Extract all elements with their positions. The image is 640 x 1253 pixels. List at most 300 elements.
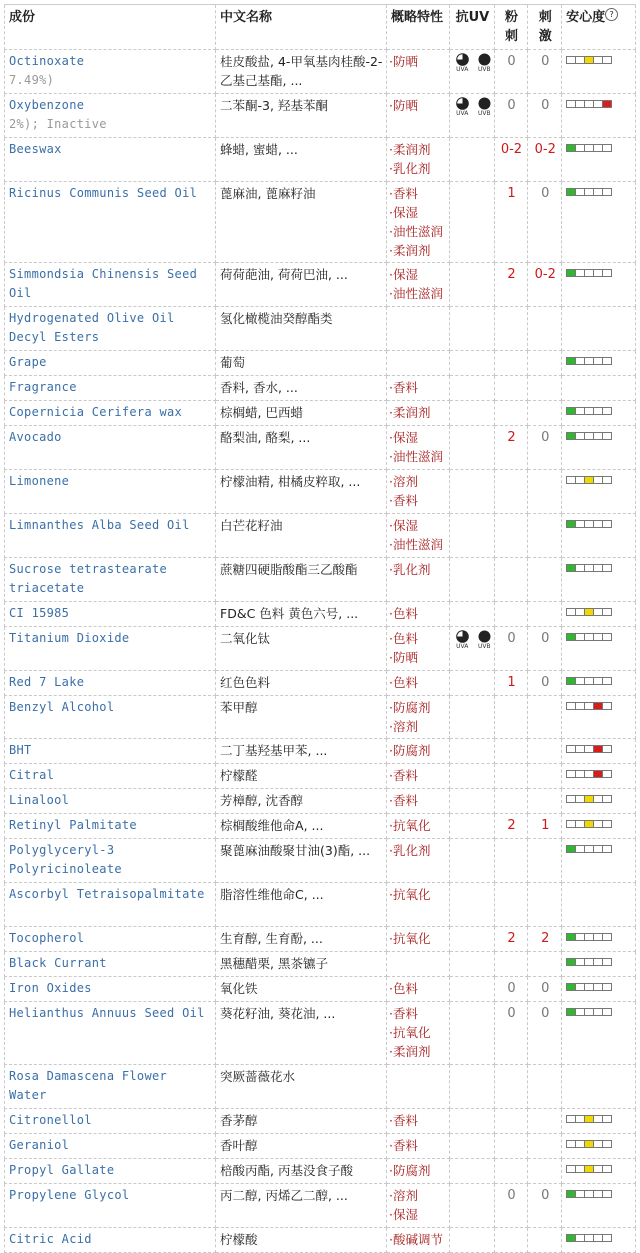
function-cell	[386, 1065, 449, 1109]
gauge-segment	[603, 634, 611, 640]
gauge-segment	[585, 101, 594, 107]
gauge-segment	[603, 1235, 611, 1241]
safety-cell	[562, 839, 636, 883]
function-tag: ·色料	[388, 606, 418, 621]
function-cell	[386, 1184, 449, 1228]
acne-cell	[494, 1159, 528, 1184]
ingredient-link[interactable]: Tocopherol	[9, 931, 85, 945]
table-row	[5, 1228, 636, 1253]
uvb-label: UVB	[477, 66, 491, 73]
ingredient-name-cell	[5, 263, 216, 307]
ingredient-link[interactable]: Sucrose tetrastearate triacetate	[9, 562, 168, 595]
gauge-segment	[576, 609, 585, 615]
gauge-segment	[594, 101, 603, 107]
chinese-name-cell: 柠檬醛	[216, 764, 387, 789]
gauge-segment	[585, 609, 594, 615]
safety-gauge	[566, 820, 612, 828]
gauge-segment	[603, 678, 611, 684]
safety-cell	[562, 1134, 636, 1159]
uvb-icon	[475, 630, 493, 650]
gauge-segment	[603, 1141, 611, 1147]
ingredient-link[interactable]: Linalool	[9, 793, 70, 807]
irritant-cell: 0	[528, 1002, 562, 1065]
uv-cell	[450, 1002, 494, 1065]
uvb-label: UVB	[477, 643, 491, 650]
gauge-segment	[594, 959, 603, 965]
function-tag: ·防晒	[388, 98, 418, 113]
irritant-cell: 0	[528, 977, 562, 1002]
table-row	[5, 952, 636, 977]
gauge-segment	[603, 771, 611, 777]
irritant-cell	[528, 952, 562, 977]
function-tag: ·香料	[388, 793, 418, 808]
safety-cell	[562, 94, 636, 138]
gauge-segment	[567, 678, 576, 684]
ingredient-link[interactable]: Ricinus Communis Seed Oil	[9, 186, 198, 200]
function-cell	[386, 50, 449, 94]
uva-label: UVA	[456, 66, 469, 73]
table-row	[5, 470, 636, 514]
function-tag: ·柔润剂	[388, 243, 431, 258]
gauge-segment	[576, 477, 585, 483]
irritant-cell	[528, 470, 562, 514]
acne-cell: 2	[494, 814, 528, 839]
gauge-segment	[576, 984, 585, 990]
gauge-segment	[576, 1141, 585, 1147]
table-row	[5, 351, 636, 376]
function-cell	[386, 351, 449, 376]
chinese-name-cell: 二苯酮-3, 羟基苯酮	[216, 94, 387, 138]
ingredient-name-cell	[5, 514, 216, 558]
safety-cell	[562, 696, 636, 739]
safety-cell	[562, 671, 636, 696]
safety-cell	[562, 263, 636, 307]
irritant-cell	[528, 376, 562, 401]
gauge-segment	[567, 1116, 576, 1122]
gauge-segment	[585, 565, 594, 571]
safety-cell	[562, 1002, 636, 1065]
uv-cell	[450, 977, 494, 1002]
function-tag: ·溶剂	[388, 474, 418, 489]
uv-cell	[450, 602, 494, 627]
ingredient-link[interactable]: Oxybenzone	[9, 98, 85, 112]
gauge-segment	[576, 1166, 585, 1172]
gauge-segment	[585, 477, 594, 483]
ingredient-link[interactable]: Limnanthes Alba Seed Oil	[9, 518, 190, 532]
safety-gauge	[566, 933, 612, 941]
acne-cell	[494, 602, 528, 627]
ingredient-link[interactable]: Simmondsia Chinensis Seed Oil	[9, 267, 198, 300]
table-row	[5, 1065, 636, 1109]
table-body	[5, 50, 636, 1253]
function-tag: ·香料	[388, 493, 418, 508]
table-row	[5, 263, 636, 307]
header-acne: 粉刺	[494, 5, 528, 50]
gauge-segment	[576, 57, 585, 63]
table-row	[5, 671, 636, 696]
gauge-segment	[585, 1191, 594, 1197]
chinese-name-cell: 葡萄	[216, 351, 387, 376]
gauge-segment	[567, 358, 576, 364]
ingredient-link[interactable]: Geraniol	[9, 1138, 70, 1152]
function-cell	[386, 883, 449, 927]
uv-cell	[450, 927, 494, 952]
uv-cell	[450, 426, 494, 470]
gauge-segment	[603, 145, 611, 151]
irritant-cell	[528, 789, 562, 814]
function-tag: ·酸碱调节	[388, 1232, 443, 1247]
uv-cell	[450, 814, 494, 839]
gauge-segment	[567, 821, 576, 827]
irritant-cell: 0	[528, 182, 562, 263]
header-safety-label: 安心度	[566, 10, 606, 25]
chinese-name-cell: 脂溶性维他命C, ...	[216, 883, 387, 927]
safety-cell	[562, 1065, 636, 1109]
ingredient-link[interactable]: Retinyl Palmitate	[9, 818, 137, 832]
gauge-segment	[603, 1191, 611, 1197]
gauge-segment	[576, 1009, 585, 1015]
safety-cell	[562, 1109, 636, 1134]
uv-cell	[450, 839, 494, 883]
function-cell	[386, 671, 449, 696]
ingredient-name-cell	[5, 739, 216, 764]
ingredient-name-cell	[5, 977, 216, 1002]
table-row	[5, 627, 636, 671]
gauge-segment	[585, 821, 594, 827]
function-tag: ·柔润剂	[388, 142, 431, 157]
ingredient-link[interactable]: Black Currant	[9, 956, 107, 970]
table-header-row	[5, 5, 636, 50]
chinese-name-cell: 蔗糖四硬脂酸酯三乙酸酯	[216, 558, 387, 602]
safety-gauge	[566, 56, 612, 64]
uva-icon	[453, 97, 471, 117]
gauge-segment	[603, 358, 611, 364]
function-cell	[386, 558, 449, 602]
safety-gauge	[566, 983, 612, 991]
chinese-name-cell: 丙二醇, 丙烯乙二醇, ...	[216, 1184, 387, 1228]
gauge-segment	[603, 270, 611, 276]
function-cell	[386, 839, 449, 883]
safety-cell	[562, 739, 636, 764]
gauge-segment	[585, 1235, 594, 1241]
irritant-cell	[528, 1109, 562, 1134]
gauge-segment	[567, 609, 576, 615]
ingredient-link[interactable]: Hydrogenated Olive Oil Decyl Esters	[9, 311, 175, 344]
ingredient-name-cell	[5, 470, 216, 514]
function-cell	[386, 696, 449, 739]
table-row	[5, 764, 636, 789]
ingredient-name-cell	[5, 138, 216, 182]
ingredient-link[interactable]: Citric Acid	[9, 1232, 92, 1246]
acne-cell: 0	[494, 50, 528, 94]
ingredient-name-cell	[5, 883, 216, 927]
ingredient-note: 2%); Inactive	[9, 117, 107, 131]
gauge-segment	[576, 521, 585, 527]
gauge-segment	[585, 1141, 594, 1147]
acne-cell	[494, 839, 528, 883]
ingredient-link[interactable]: Propylene Glycol	[9, 1188, 130, 1202]
ingredient-link[interactable]: Fragrance	[9, 380, 77, 394]
gauge-segment	[603, 1166, 611, 1172]
function-cell	[386, 401, 449, 426]
function-tag: ·乳化剂	[388, 161, 431, 176]
gauge-segment	[567, 703, 576, 709]
gauge-segment	[567, 796, 576, 802]
function-tag: ·防腐剂	[388, 1163, 431, 1178]
gauge-segment	[594, 477, 603, 483]
function-tag: ·保湿	[388, 430, 418, 445]
gauge-segment	[603, 746, 611, 752]
gauge-segment	[576, 270, 585, 276]
chinese-name-cell: 棕榈酸维他命A, ...	[216, 814, 387, 839]
irritant-cell: 1	[528, 814, 562, 839]
acne-cell: 0-2	[494, 138, 528, 182]
uv-cell	[450, 671, 494, 696]
gauge-segment	[576, 565, 585, 571]
gauge-segment	[603, 565, 611, 571]
gauge-segment	[603, 57, 611, 63]
ingredient-link[interactable]: Grape	[9, 355, 47, 369]
safety-gauge	[566, 476, 612, 484]
gauge-segment	[576, 189, 585, 195]
gauge-segment	[585, 703, 594, 709]
irritant-cell: 0-2	[528, 263, 562, 307]
gauge-segment	[594, 796, 603, 802]
function-cell	[386, 952, 449, 977]
table-row	[5, 138, 636, 182]
uv-cell	[450, 470, 494, 514]
ingredient-link[interactable]: CI 15985	[9, 606, 70, 620]
function-cell	[386, 1159, 449, 1184]
gauge-segment	[567, 145, 576, 151]
acne-cell	[494, 351, 528, 376]
gauge-segment	[594, 703, 603, 709]
gauge-segment	[603, 1009, 611, 1015]
ingredient-link[interactable]: Ascorbyl Tetraisopalmitate	[9, 887, 205, 901]
uv-cell	[450, 138, 494, 182]
uv-cell	[450, 558, 494, 602]
gauge-segment	[594, 57, 603, 63]
ingredient-link[interactable]: BHT	[9, 743, 32, 757]
function-tag: ·香料	[388, 1006, 418, 1021]
header-irritant: 刺激	[528, 5, 562, 50]
gauge-segment	[576, 1191, 585, 1197]
gauge-segment	[585, 1166, 594, 1172]
function-tag: ·油性滋润	[388, 286, 443, 301]
gauge-segment	[603, 101, 611, 107]
gauge-segment	[576, 846, 585, 852]
ingredient-name-cell	[5, 1002, 216, 1065]
gauge-segment	[585, 521, 594, 527]
ingredient-link[interactable]: Titanium Dioxide	[9, 631, 130, 645]
chinese-name-cell: 香料, 香水, ...	[216, 376, 387, 401]
gauge-segment	[576, 934, 585, 940]
uva-icon	[453, 53, 471, 73]
function-cell	[386, 307, 449, 351]
safety-cell	[562, 138, 636, 182]
irritant-cell: 0	[528, 94, 562, 138]
uv-cell	[450, 376, 494, 401]
irritant-cell	[528, 839, 562, 883]
uvb-icon	[475, 53, 493, 73]
ingredient-link[interactable]: Helianthus Annuus Seed Oil	[9, 1006, 205, 1020]
function-tag: ·香料	[388, 186, 418, 201]
acne-cell: 0	[494, 1184, 528, 1228]
function-tag: ·溶剂	[388, 1188, 418, 1203]
gauge-segment	[576, 771, 585, 777]
gauge-segment	[594, 1009, 603, 1015]
irritant-cell	[528, 307, 562, 351]
chinese-name-cell: 蜂蜡, 蜜蜡, ...	[216, 138, 387, 182]
table-row	[5, 558, 636, 602]
gauge-segment	[567, 521, 576, 527]
gauge-segment	[594, 189, 603, 195]
uv-cell	[450, 1134, 494, 1159]
function-cell	[386, 1228, 449, 1253]
gauge-segment	[567, 1235, 576, 1241]
chinese-name-cell: 突厥蔷薇花水	[216, 1065, 387, 1109]
gauge-segment	[567, 101, 576, 107]
function-tag: ·香料	[388, 768, 418, 783]
function-tag: ·香料	[388, 380, 418, 395]
irritant-cell: 0-2	[528, 138, 562, 182]
gauge-segment	[567, 634, 576, 640]
gauge-segment	[576, 408, 585, 414]
chinese-name-cell: 香叶醇	[216, 1134, 387, 1159]
ingredient-name-cell	[5, 376, 216, 401]
function-tag: ·乳化剂	[388, 562, 431, 577]
gauge-segment	[594, 609, 603, 615]
ingredient-link[interactable]: Limonene	[9, 474, 70, 488]
table-row	[5, 401, 636, 426]
chinese-name-cell: 氧化铁	[216, 977, 387, 1002]
ingredient-link[interactable]: Citronellol	[9, 1113, 92, 1127]
gauge-segment	[603, 189, 611, 195]
ingredient-link[interactable]: Copernicia Cerifera wax	[9, 405, 183, 419]
ingredient-link[interactable]: Avocado	[9, 430, 62, 444]
chinese-name-cell: 蓖麻油, 蓖麻籽油	[216, 182, 387, 263]
safety-gauge	[566, 100, 612, 108]
irritant-cell	[528, 514, 562, 558]
irritant-cell	[528, 1134, 562, 1159]
safety-gauge	[566, 1234, 612, 1242]
function-tag: ·柔润剂	[388, 1044, 431, 1059]
uv-cell	[450, 307, 494, 351]
gauge-segment	[594, 270, 603, 276]
ingredient-link[interactable]: Beeswax	[9, 142, 62, 156]
ingredient-link[interactable]: Citral	[9, 768, 55, 782]
safety-cell	[562, 307, 636, 351]
gauge-segment	[594, 358, 603, 364]
gauge-segment	[576, 959, 585, 965]
irritant-cell	[528, 696, 562, 739]
chinese-name-cell: 芳樟醇, 沈香醇	[216, 789, 387, 814]
gauge-segment	[585, 57, 594, 63]
ingredient-link[interactable]: Octinoxate	[9, 54, 85, 68]
ingredient-link[interactable]: Rosa Damascena Flower Water	[9, 1069, 168, 1102]
safety-cell	[562, 627, 636, 671]
safety-gauge	[566, 1190, 612, 1198]
help-icon[interactable]: ?	[605, 8, 618, 21]
table-row	[5, 839, 636, 883]
safety-cell	[562, 814, 636, 839]
uv-cell	[450, 94, 494, 138]
uvb-label: UVB	[477, 110, 491, 117]
acne-cell: 0	[494, 977, 528, 1002]
ingredient-name-cell	[5, 1134, 216, 1159]
chinese-name-cell: 黑穗醋栗, 黑茶镳子	[216, 952, 387, 977]
gauge-segment	[567, 433, 576, 439]
ingredient-link[interactable]: Benzyl Alcohol	[9, 700, 115, 714]
gauge-segment	[585, 678, 594, 684]
gauge-segment	[576, 678, 585, 684]
gauge-segment	[576, 358, 585, 364]
table-row	[5, 696, 636, 739]
acne-cell: 0	[494, 1002, 528, 1065]
gauge-segment	[603, 477, 611, 483]
function-cell	[386, 927, 449, 952]
uv-cell	[450, 1109, 494, 1134]
function-tag: ·抗氧化	[388, 1025, 431, 1040]
gauge-segment	[567, 771, 576, 777]
function-tag: ·保湿	[388, 205, 418, 220]
acne-cell: 2	[494, 426, 528, 470]
acne-cell	[494, 764, 528, 789]
irritant-cell	[528, 764, 562, 789]
gauge-segment	[594, 433, 603, 439]
uva-label: UVA	[456, 643, 469, 650]
header-safety	[562, 5, 636, 50]
gauge-segment	[594, 1166, 603, 1172]
acne-cell	[494, 401, 528, 426]
ingredient-name-cell	[5, 764, 216, 789]
ingredient-name-cell	[5, 426, 216, 470]
ingredient-link[interactable]: Propyl Gallate	[9, 1163, 115, 1177]
safety-gauge	[566, 269, 612, 277]
irritant-cell	[528, 1065, 562, 1109]
function-tag: ·色料	[388, 981, 418, 996]
gauge-segment	[585, 634, 594, 640]
ingredient-link[interactable]: Iron Oxides	[9, 981, 92, 995]
chinese-name-cell: 白芒花籽油	[216, 514, 387, 558]
ingredient-link[interactable]: Polyglyceryl-3 Polyricinoleate	[9, 843, 122, 876]
uv-cell	[450, 739, 494, 764]
function-tag: ·抗氧化	[388, 818, 431, 833]
gauge-segment	[603, 703, 611, 709]
acne-cell	[494, 470, 528, 514]
safety-gauge	[566, 608, 612, 616]
gauge-segment	[567, 270, 576, 276]
safety-cell	[562, 50, 636, 94]
gauge-segment	[585, 1009, 594, 1015]
chinese-name-cell: 二氧化钛	[216, 627, 387, 671]
irritant-cell	[528, 602, 562, 627]
gauge-segment	[567, 1141, 576, 1147]
safety-gauge	[566, 702, 612, 710]
ingredient-name-cell	[5, 401, 216, 426]
gauge-segment	[567, 1009, 576, 1015]
gauge-segment	[585, 771, 594, 777]
ingredient-link[interactable]: Red 7 Lake	[9, 675, 85, 689]
gauge-segment	[603, 959, 611, 965]
uv-cell	[450, 401, 494, 426]
gauge-segment	[576, 145, 585, 151]
safety-gauge	[566, 770, 612, 778]
safety-cell	[562, 514, 636, 558]
function-tag: ·香料	[388, 1113, 418, 1128]
safety-cell	[562, 401, 636, 426]
header-function: 概略特性	[386, 5, 449, 50]
